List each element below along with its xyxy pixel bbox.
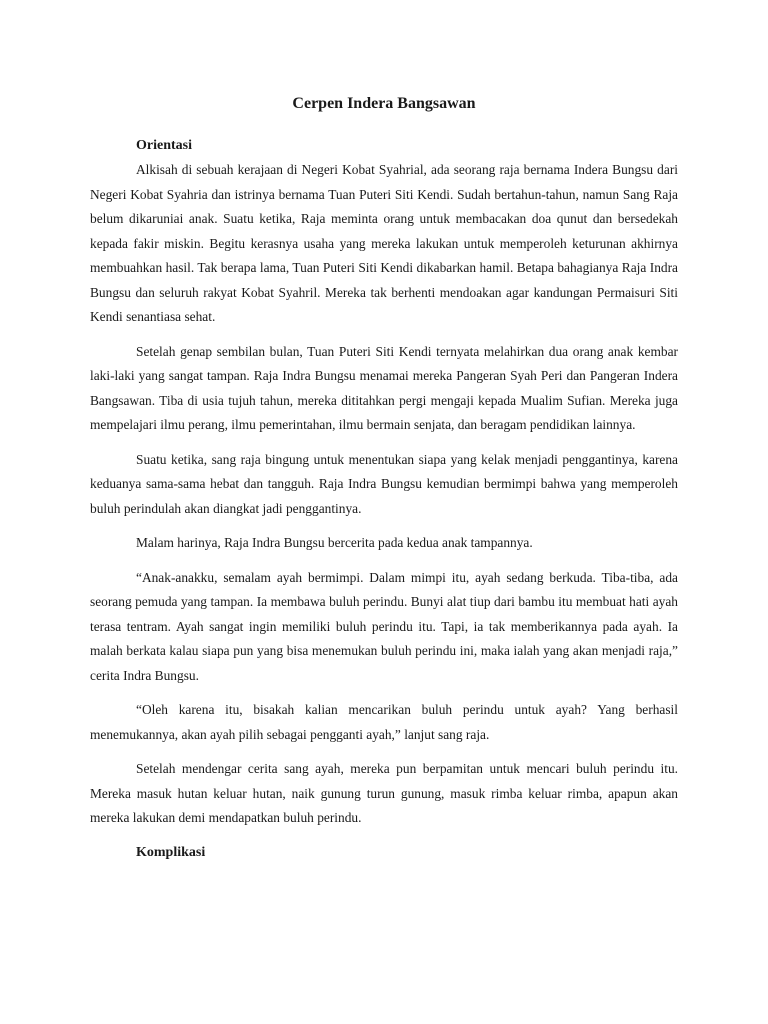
paragraph-1: Alkisah di sebuah kerajaan di Negeri Kobat Syahrial, ada seorang raja bernama Indera Bungsu dari Negeri Kobat Syahria dan istrinya bernama Tuan Puteri Siti Kendi. Sudah bertahun-tahun, namun Sang Raja belum dikaruniai anak. Suatu ketika, Raja meminta orang untuk membacakan doa qunut dan bersedekah kepada fakir miskin. Begitu kerasnya usaha yang mereka lakukan untuk memperoleh keturunan akhirnya membuahkan hasil. Tak berapa lama, Tuan Puteri Siti Kendi dikabarkan hamil. Betapa bahagianya Raja Indra Bungsu dan seluruh rakyat Kobat Syahril. Mereka tak berhenti mendoakan agar kandungan Permaisuri Siti Kendi senantiasa sehat.: [90, 162, 678, 324]
section-heading-komplikasi: Komplikasi: [136, 844, 206, 860]
paragraph-6: “Oleh karena itu, bisakah kalian mencarikan buluh perindu untuk ayah? Yang berhasil menemukannya, akan ayah pilih sebagai pengganti ayah,” lanjut sang raja.: [90, 702, 678, 742]
paragraph-3: Suatu ketika, sang raja bingung untuk menentukan siapa yang kelak menjadi penggantinya, karena keduanya sama-sama hebat dan tangguh. Raja Indra Bungsu kemudian bermimpi bahwa yang memperoleh buluh perindulah akan diangkat jadi penggantinya.: [90, 451, 678, 516]
document-title: Cerpen Indera Bangsawan: [292, 95, 476, 112]
section-heading-orientasi: Orientasi: [136, 138, 192, 153]
paragraph-2: Setelah genap sembilan bulan, Tuan Puteri Siti Kendi ternyata melahirkan dua orang anak kembar laki-laki yang sangat tampan. Raja Indra Bungsu menamai mereka Pangeran Syah Peri dan Pangeran Indera Bangsawan. Tiba di usia tujuh tahun, mereka dititahkan pergi mengaji kepada Mualim Sufian. Mereka juga mempelajari ilmu perang, ilmu pemerintahan, ilmu bermain senjata, dan beragam pendidikan lainnya.: [90, 343, 678, 432]
paragraph-4: Malam harinya, Raja Indra Bungsu bercerita pada kedua anak tampannya.: [136, 535, 533, 550]
paragraph-7: Setelah mendengar cerita sang ayah, mereka pun berpamitan untuk mencari buluh perindu itu. Mereka masuk hutan keluar hutan, naik gunung turun gunung, masuk rimba keluar rimba, apapun akan mereka lakukan demi mendapatkan buluh perindu.: [90, 761, 678, 825]
paragraph-5: “Anak-anakku, semalam ayah bermimpi. Dalam mimpi itu, ayah sedang berkuda. Tiba-tiba, ada seorang pemuda yang tampan. Ia membawa buluh perindu. Bunyi alat tiup dari bambu itu membuat hati ayah terasa tentram. Ayah sangat ingin memiliki buluh perindu itu. Tapi, ia tak memberikannya pada ayah. Ia malah berkata kalau siapa pun yang bisa menemukan buluh perindu ini, maka ialah yang akan menjadi raja,” cerita Indra Bungsu.: [90, 569, 678, 683]
